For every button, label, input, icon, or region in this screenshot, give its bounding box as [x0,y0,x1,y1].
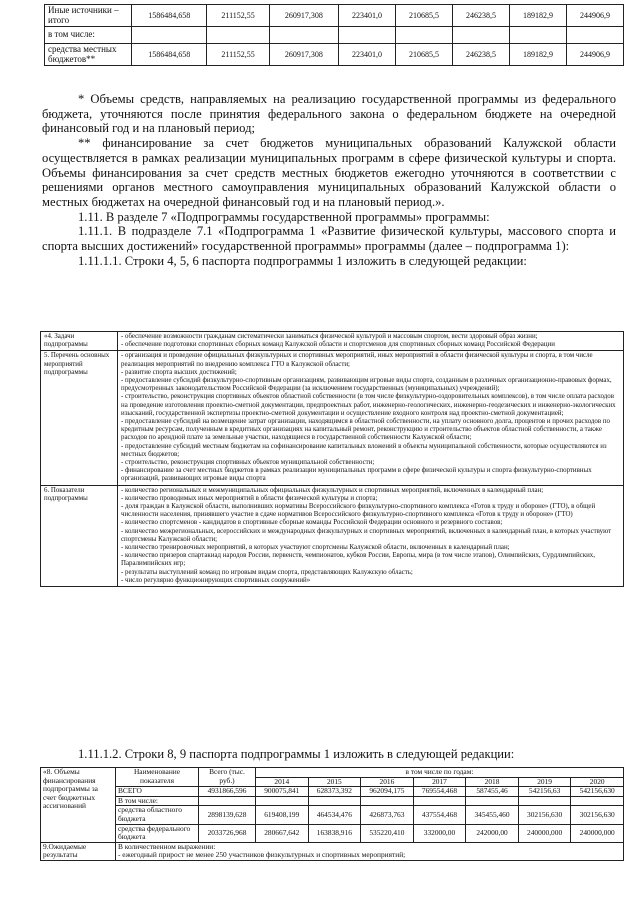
financing-row-label: средства местных бюджетов** [45,44,132,66]
expected-results-line: В количественном выражении: [118,841,216,851]
passport-list-item: - количество межрегиональных, всероссийских и международных физкультурных и спортивных мероприятий, включенных в календарный план, в которых участвуют спортсмены Калужской области; [121,527,612,543]
passport-list-item: - строительство, реконструкция спортивных объектов областной собственности (в том числе физкультурно-оздоровительных комплексов), в том числе оплата расходов на проведение изготовления проектно-сметной документации, предпроектных работ, инженерно-геологических, инженерно-геодезических и инженерно-экологических изысканий, государственной экспертизы проектно-сметной документации и осуществление входного контроля над проектно-сметной документацией; [121,393,616,417]
col-years-caption: в том числе по годам: [256,768,624,778]
financing-data-cell [361,796,414,806]
financing-data-total: 4931866,596 [199,787,256,797]
passport-row-4 [41,332,624,351]
financing-data-cell [308,796,361,806]
notes-block [42,92,616,268]
financing-row [45,44,624,66]
col-name-header: Наименование показателя [116,768,199,787]
passport-row-4-head: «4. Задачи подпрограммы [41,332,118,351]
financing-table-top [44,4,624,66]
financing-cell: 246238,5 [452,5,509,27]
financing-data-name: ВСЕГО [116,787,199,797]
financing-cell: 211152,55 [207,5,269,27]
financing-cell: 260917,308 [269,5,338,27]
passport-list-item: - предоставление субсидий местным бюджетам на софинансирование капитальных вложений в объекты муниципальной собственности, которые осуществляются из местных бюджетов; [121,442,607,458]
year-header: 2017 [413,777,466,787]
financing-data-cell [518,796,571,806]
financing-cell [566,27,623,44]
financing-row [45,5,624,27]
passport-list-item: - количество призеров спартакиад народов России, первенств, чемпионатов, кубков России, Европы, мира (в том числе этапов), Олимпийских, Сурдлимпийских, Паралимпийских игр; [121,552,595,568]
financing-cell: 210685,5 [396,5,453,27]
paragraph-1-11-1-2: 1.11.1.2. Строки 8, 9 паспорта подпрограммы 1 изложить в следующей редакции: [78,747,515,761]
financing-cell: 210685,5 [396,44,453,66]
col-total-header: Всего (тыс. руб.) [199,768,256,787]
passport-row-6-content [118,485,624,586]
financing-data-total: 2898139,628 [199,806,256,824]
passport-row-5 [41,351,624,485]
passport-list-item: - развитие спорта высших достижений; [121,368,237,376]
financing-cell [132,27,207,44]
passport-list-item: - предоставление субсидий физкультурно-спортивным организациям, развивающим игровые виды спорта, созданным в различных организационно-правовых формах, предусмотренных законодательством Российской Федерации (за исключением государственных (муниципальных) учреждений); [121,377,612,393]
financing-cell: 1586484,658 [132,5,207,27]
passport-list-item: - количество тренировочных мероприятий, в которых участвуют спортсмены Калужской области, включенных в календарный план; [121,544,510,552]
financing-cell: 189182,9 [509,44,566,66]
passport-list-item: - обеспечение подготовки спортивных сборных команд Калужской области и спортсменов для спортивных сборных команд Российской Федерации [121,341,555,349]
financing-data-cell [571,796,624,806]
financing-data-cell: 628373,392 [308,787,361,797]
financing-data-cell: 962094,175 [361,787,414,797]
year-header: 2014 [256,777,309,787]
financing-data-cell: 242000,00 [466,824,519,842]
financing-data-cell: 619408,199 [256,806,309,824]
year-header: 2015 [308,777,361,787]
financing-data-cell: 769554,468 [413,787,466,797]
financing-data-cell [256,796,309,806]
passport-list-item: - количество спортсменов - кандидатов в спортивные сборные команды Российской Федерации основного и резервного составов; [121,519,503,527]
passport-list-item: - число регулярно функционирующих спортивных сооружений» [121,576,311,584]
financing-data-name: средства федерального бюджета [116,824,199,842]
financing-cell: 189182,9 [509,5,566,27]
paragraph-1-11-1: 1.11.1. В подразделе 7.1 «Подпрограмма 1 «Развитие физической культуры, массового спорта и спорта высших достижений» государственной программы» программы (далее – подпрограмма 1): [42,224,616,254]
passport-list-item: - финансирование за счет местных бюджетов в рамках реализации муниципальных программ в сфере физической культуры и спорта физкультурно-спортивных организаций, развивающих игровые виды спорта [121,467,592,483]
paragraph-1-11: 1.11. В разделе 7 «Подпрограммы государственной программы» программы: [78,209,490,224]
financing-row-label: Иные источники – итого [45,5,132,27]
expected-results-content [116,842,624,860]
year-header: 2019 [518,777,571,787]
passport-list-item: - результаты выступлений команд по игровым видам спорта, представляющих Калужскую область; [121,568,413,576]
financing-data-cell: 332000,00 [413,824,466,842]
financing-cell: 223401,0 [339,5,396,27]
financing-header-row [41,768,624,778]
financing-cell [207,27,269,44]
financing-data-total [199,796,256,806]
financing-table-bottom [40,767,624,861]
passport-row-5-head: 5. Перечень основных мероприятий подпрограммы [41,351,118,485]
financing-data-cell: 437554,468 [413,806,466,824]
financing-data-cell: 163838,916 [308,824,361,842]
passport-list-item: - количество проводимых иных мероприятий в области физической культуры и спорта; [121,494,378,502]
financing-data-cell: 542156,63 [518,787,571,797]
financing-data-cell [466,796,519,806]
note-federal: * Объемы средств, направляемых на реализацию государственной программы из федерального бюджета, уточняются после принятия федерального закона о федеральном бюджете на очередной финансовый год и на плановый период; [42,92,616,136]
financing-cell [509,27,566,44]
financing-cell: 223401,0 [339,44,396,66]
passport-list-item: - доля граждан в Калужской области, выполнивших нормативы Всероссийского физкультурно-спортивного комплекса «Готов к труду и обороне» (ГТО), в общей численности населения, принявшего участие в сдаче нормативов Всероссийского физкультурно-спортивного комплекса «Готов к труду и обороне» (ГТО) [121,503,596,519]
financing-data-cell: 240000,000 [571,824,624,842]
financing-cell [269,27,338,44]
passport-row-6 [41,485,624,586]
financing-cell [452,27,509,44]
financing-row-label: в том числе: [45,27,132,44]
financing-data-cell: 345455,460 [466,806,519,824]
year-header: 2020 [571,777,624,787]
financing-data-cell: 240000,000 [518,824,571,842]
financing-data-row [41,824,624,842]
financing-data-cell: 587455,46 [466,787,519,797]
financing-data-cell: 542156,630 [571,787,624,797]
passport-list-item: - организация и проведение официальных физкультурных и спортивных мероприятий, иных мероприятий в области физической культуры и спорта, в том числе реализация мероприятий по внедрению комплекса ГТО в Калужской области; [121,352,593,368]
paragraph-1-11-1-2-block [42,747,616,762]
financing-data-cell: 302156,630 [571,806,624,824]
financing-data-cell: 535220,410 [361,824,414,842]
financing-data-cell: 302156,630 [518,806,571,824]
financing-data-row [41,806,624,824]
financing-cell: 211152,55 [207,44,269,66]
financing-cell: 244906,9 [566,44,623,66]
financing-data-total: 2033726,968 [199,824,256,842]
year-header: 2016 [361,777,414,787]
financing-cell: 244906,9 [566,5,623,27]
financing-row [45,27,624,44]
passport-list-item: - количество региональных и межмуниципальных официальных физкультурных и спортивных мероприятий, включенных в календарный план; [121,486,544,494]
financing-data-cell: 464534,476 [308,806,361,824]
financing-data-name: средства областного бюджета [116,806,199,824]
financing-cell: 1586484,658 [132,44,207,66]
note-local: ** финансирование за счет бюджетов муниципальных образований Калужской области осуществляется в рамках реализации муниципальных программ в сфере физической культуры и спорта. Объемы финансирования за счет средств местных бюджетов ежегодно уточняются в соответствии с решениями органов местного самоуправления муниципальных образований Калужской области о местных бюджетах на очередной финансовый год и на плановый период.». [42,136,616,209]
passport-list-item: - строительство, реконструкция спортивных объектов муниципальной собственности; [121,459,375,467]
year-header: 2018 [466,777,519,787]
passport-list-item: - обеспечение возможности гражданам систематически заниматься физической культурой и массовым спортом, вести здоровый образ жизни; [121,333,538,340]
passport-row-4-content [118,332,624,351]
expected-results-head: 9.Ожидаемые результаты [41,842,116,860]
passport-row-6-head: 6. Показатели подпрограммы [41,485,118,586]
financing-data-cell: 426873,763 [361,806,414,824]
expected-results-line: - ежегодный прирост не менее 250 участников физкультурных и спортивных мероприятий; [118,850,406,860]
financing-cell: 246238,5 [452,44,509,66]
financing-data-name: В том числе: [116,796,199,806]
financing-cell [396,27,453,44]
paragraph-1-11-1-1: 1.11.1.1. Строки 4, 5, 6 паспорта подпрограммы 1 изложить в следующей редакции: [78,253,527,268]
passport-table [40,331,624,587]
financing-cell: 260917,308 [269,44,338,66]
passport-list-item: - предоставление субсидий на возмещение затрат организации, находящимся в областной собственности, на уплату основного долга, процентов и прочих расходов по кредитным ресурсам, полученным в кредитных организациях на капитальный ремонт, реконструкцию и строительство объектов областной собственности, а также расходов по арендной плате за земельные участки, находящиеся в государственной собственности Калужской области; [121,418,610,442]
financing-data-cell: 900075,841 [256,787,309,797]
financing-data-cell: 280667,642 [256,824,309,842]
financing-cell [339,27,396,44]
financing-data-cell [413,796,466,806]
expected-results-row [41,842,624,860]
passport-row-5-content [118,351,624,485]
financing-section-head: «8. Объемы финансирования подпрограммы за счет бюджетных ассигнований [41,768,116,843]
financing-data-row [41,787,624,797]
